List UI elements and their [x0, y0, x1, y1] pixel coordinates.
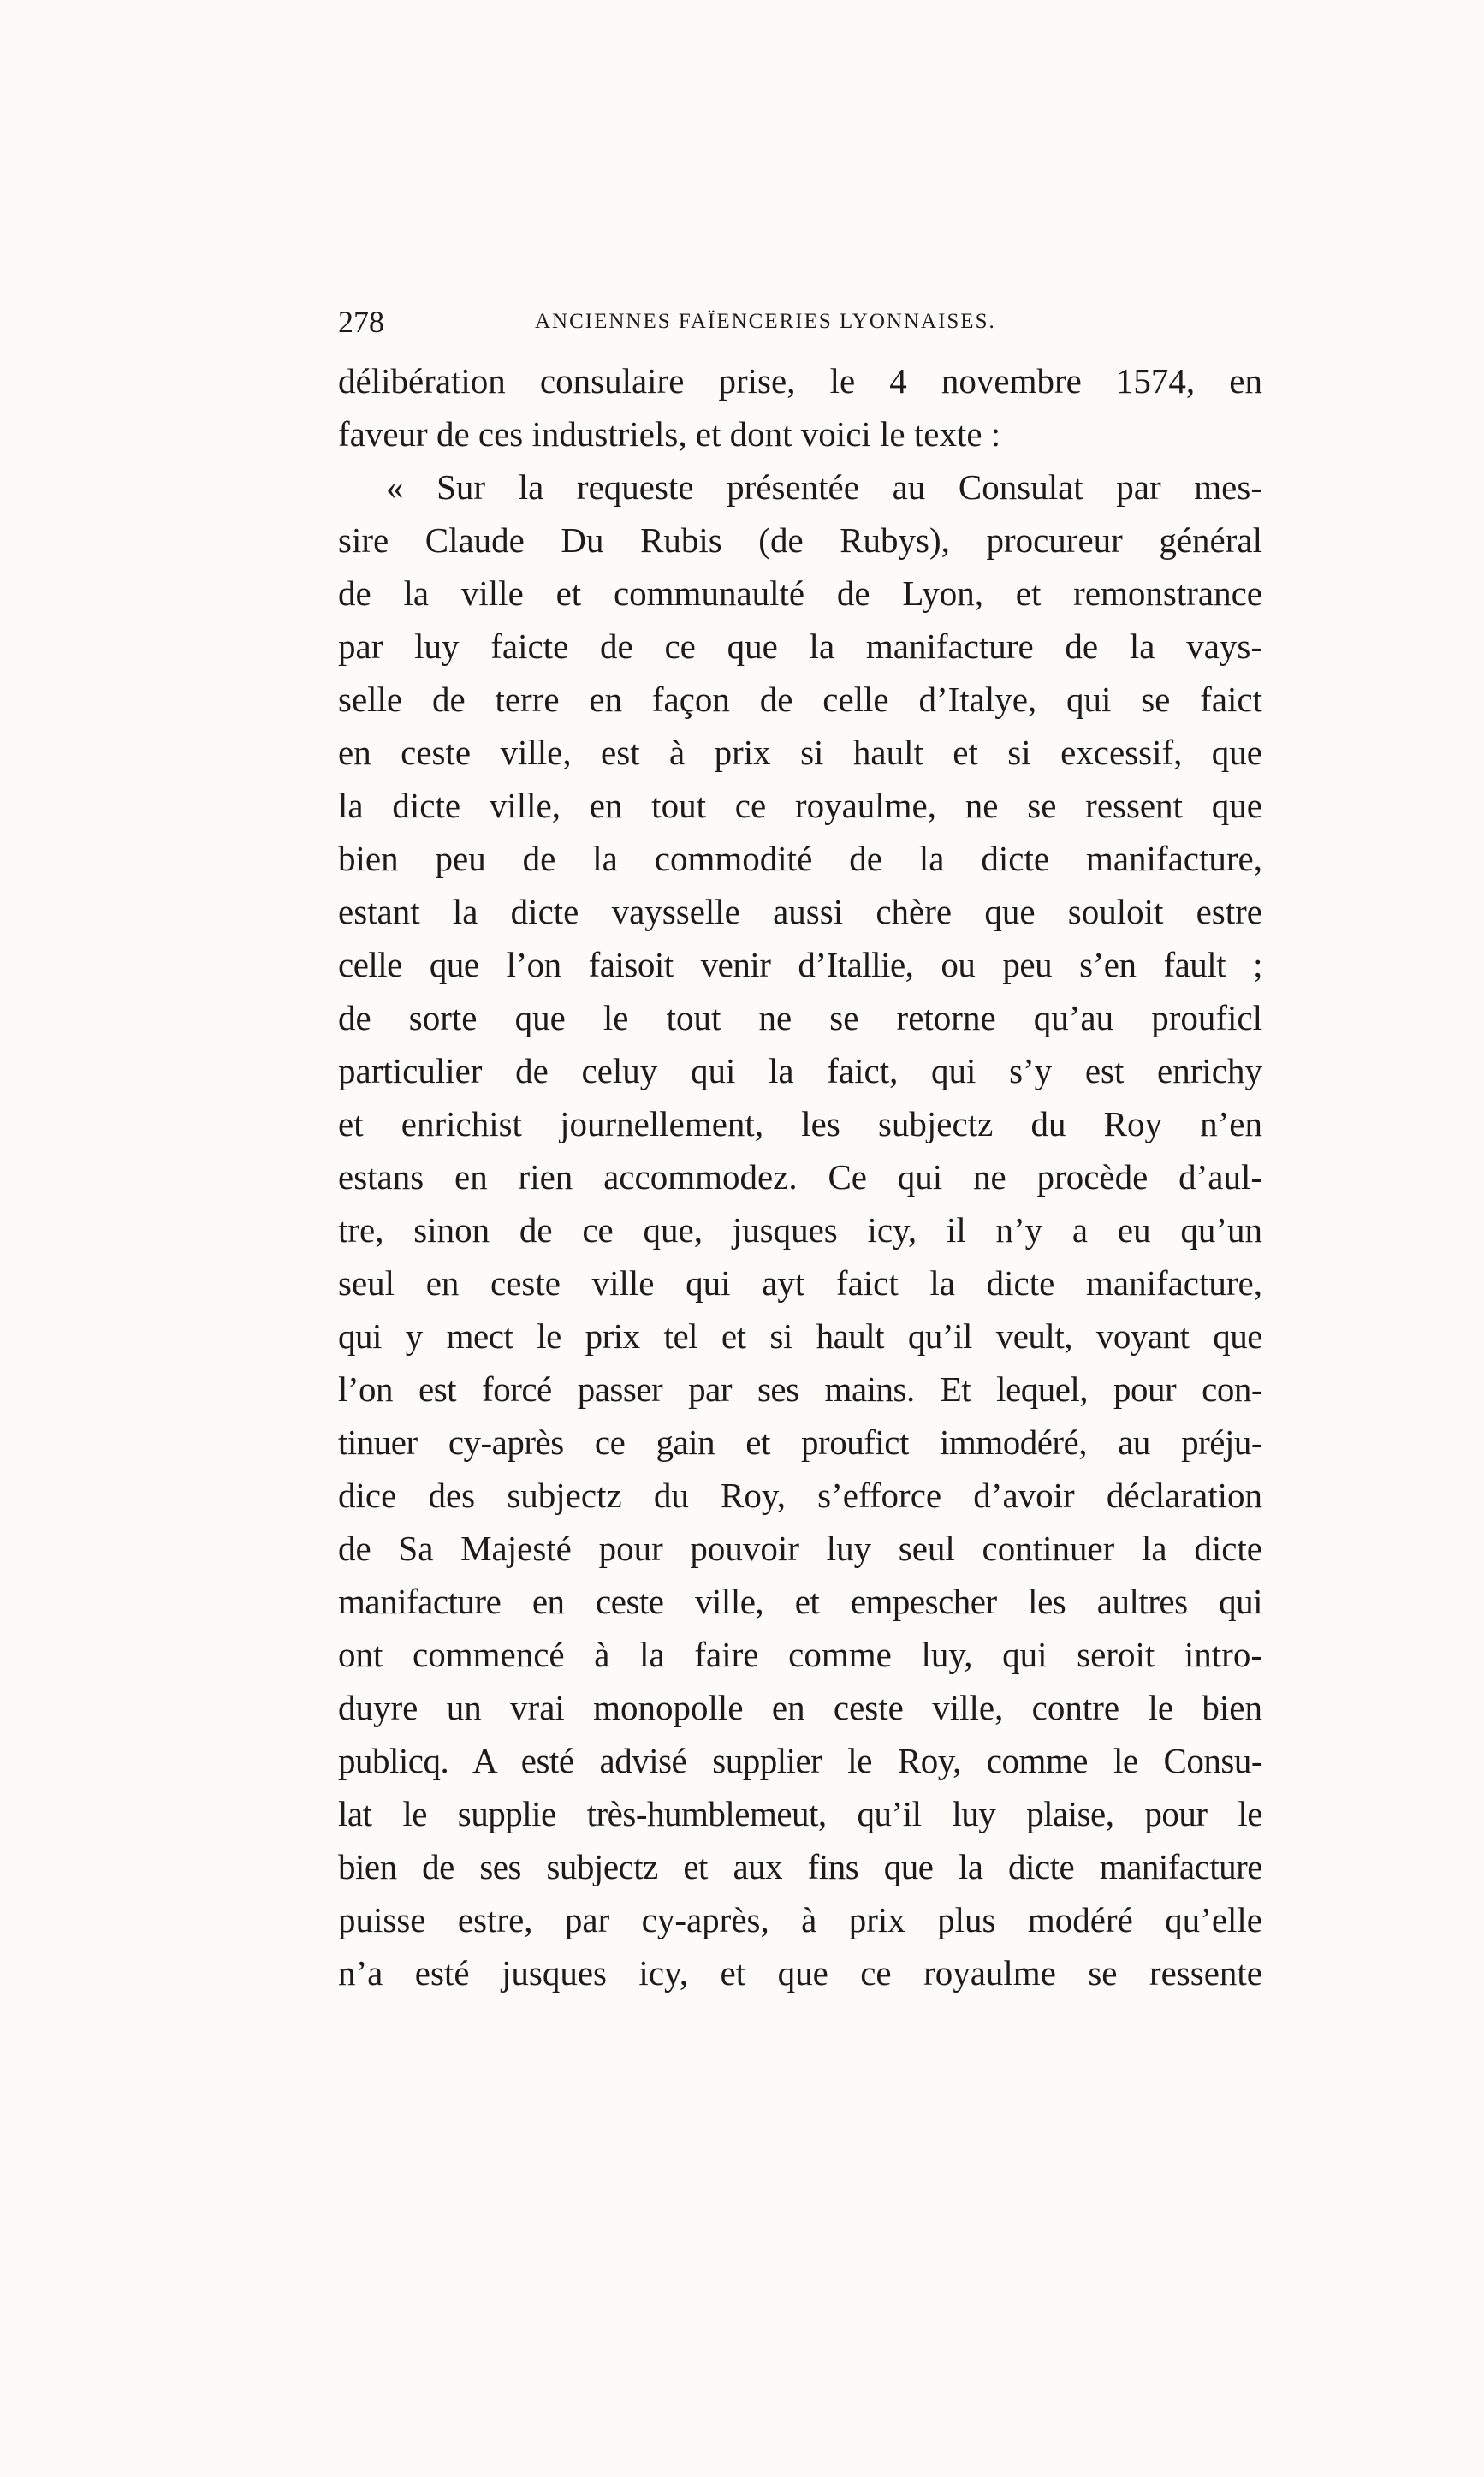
- text-line: tre, sinon de ce que, jusques icy, il n’y a eu qu’un: [338, 1210, 1262, 1250]
- text-line: particulier de celuy qui la faict, qui s’y est enrichy: [338, 1051, 1262, 1090]
- text-line: seul en ceste ville qui ayt faict la dicte manifacture,: [338, 1263, 1262, 1303]
- page-number: 278: [338, 305, 384, 339]
- text-line: estant la dicte vaysselle aussi chère que souloit estre: [338, 892, 1262, 931]
- text-line: manifacture en ceste ville, et empescher les aultres qui: [338, 1582, 1262, 1621]
- text-line: faveur de ces industriels, et dont voici le texte :: [338, 414, 1001, 454]
- text-line: et enrichist journellement, les subjectz du Roy n’en: [338, 1104, 1262, 1143]
- text-line: bien de ses subjectz et aux fins que la dicte manifacture: [338, 1847, 1262, 1886]
- text-line: publicq. A esté advisé supplier le Roy, comme le Consu-: [338, 1741, 1262, 1780]
- running-head: [338, 301, 1262, 342]
- text-line: délibération consulaire prise, le 4 novembre 1574, en: [338, 361, 1262, 401]
- body-text: [338, 354, 1262, 1999]
- book-page: [338, 301, 1262, 1999]
- text-line: qui y mect le prix tel et si hault qu’il veult, voyant que: [338, 1316, 1262, 1356]
- text-line: sire Claude Du Rubis (de Rubys), procureur général: [338, 520, 1262, 560]
- text-line: de Sa Majesté pour pouvoir luy seul continuer la dicte: [338, 1529, 1262, 1568]
- running-title: ANCIENNES FAÏENCERIES LYONNAISES.: [535, 310, 996, 333]
- text-line: lat le supplie très-humblemeut, qu’il luy plaise, pour le: [338, 1794, 1262, 1833]
- text-line: de la ville et communaulté de Lyon, et remonstrance: [338, 573, 1262, 613]
- text-line: puisse estre, par cy-après, à prix plus modéré qu’elle: [338, 1900, 1262, 1939]
- text-line: duyre un vrai monopolle en ceste ville, contre le bien: [338, 1688, 1262, 1727]
- text-line: en ceste ville, est à prix si hault et si excessif, que: [338, 733, 1262, 772]
- text-line: selle de terre en façon de celle d’Italye, qui se faict: [338, 680, 1262, 719]
- text-line: ont commencé à la faire comme luy, qui seroit intro-: [338, 1635, 1262, 1674]
- text-line: la dicte ville, en tout ce royaulme, ne se ressent que: [338, 786, 1262, 825]
- text-line: par luy faicte de ce que la manifacture de la vays-: [338, 627, 1262, 666]
- text-line: celle que l’on faisoit venir d’Itallie, ou peu s’en fault ;: [338, 945, 1262, 984]
- text-line: tinuer cy-après ce gain et proufict immodéré, au préju-: [338, 1423, 1262, 1462]
- text-line: n’a esté jusques icy, et que ce royaulme se ressente: [338, 1953, 1262, 1993]
- text-line: estans en rien accommodez. Ce qui ne procède d’aul-: [338, 1157, 1262, 1197]
- text-line: bien peu de la commodité de la dicte manifacture,: [338, 839, 1262, 878]
- text-line: dice des subjectz du Roy, s’efforce d’avoir déclaration: [338, 1476, 1262, 1515]
- text-line: de sorte que le tout ne se retorne qu’au prouficl: [338, 998, 1262, 1037]
- text-line: « Sur la requeste présentée au Consulat par mes-: [386, 467, 1262, 507]
- text-line: l’on est forcé passer par ses mains. Et lequel, pour con-: [338, 1369, 1262, 1409]
